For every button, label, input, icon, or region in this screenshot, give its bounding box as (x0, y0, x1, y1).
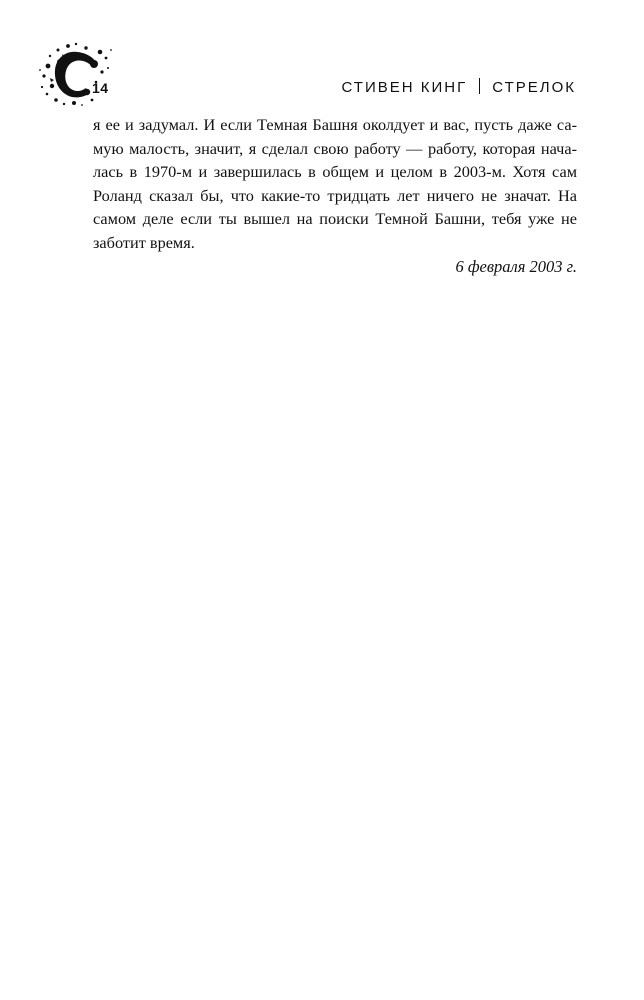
page-number: 14 (92, 80, 109, 96)
text-line: заботит время. (93, 232, 195, 252)
ink-blot-icon (38, 42, 118, 108)
body-paragraph (93, 113, 577, 255)
running-head (341, 78, 576, 96)
text-line: мую малость, значит, я сделал свою работу — работу, которая нача- (93, 138, 577, 158)
text-line: самом деле если ты вышел на поиски Темной Башни, тебя уже не (93, 209, 577, 229)
header-separator (479, 78, 480, 94)
book-title: СТРЕЛОК (492, 79, 576, 96)
author-name: СТИВЕН КИНГ (341, 79, 468, 96)
text-line: лась в 1970-м и завершилась в общем и целом в 2003-м. Хотя сам (93, 162, 577, 182)
text-line: Роланд сказал бы, что какие-то тридцать лет ничего не значат. На (93, 185, 577, 205)
page-header (0, 0, 644, 110)
text-line: я ее и задумал. И если Темная Башня околдует и вас, пусть даже са- (93, 115, 577, 134)
signature-date: 6 февраля 2003 г. (455, 257, 577, 276)
